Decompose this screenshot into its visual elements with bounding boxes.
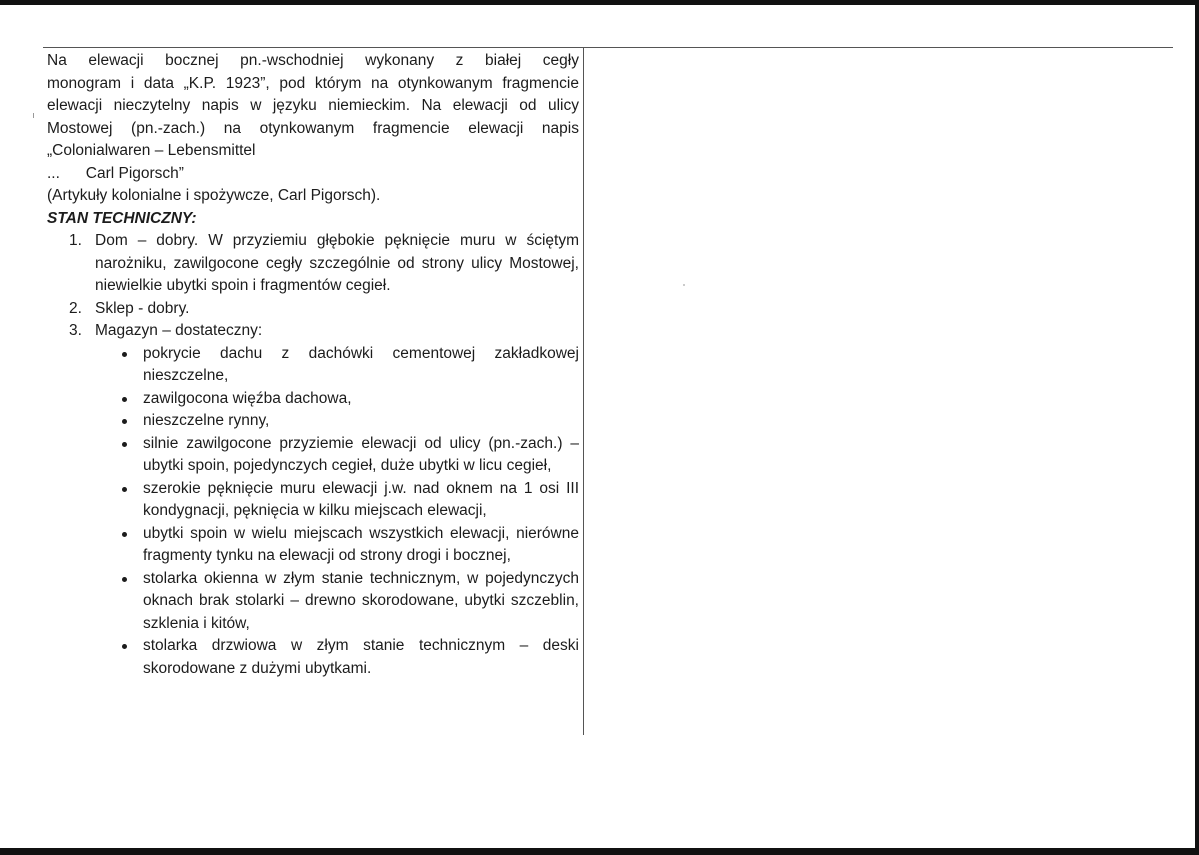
table-column-divider [583, 47, 584, 735]
list-item-text: pokrycie dachu z dachówki cementowej zakładkowej nieszczelne, [143, 344, 579, 384]
list-item-text: szerokie pęknięcie muru elewacji j.w. nad oknem na 1 osi III kondygnacji, pęknięcia w kilku miejscach elewacji, [143, 479, 579, 519]
bullet-icon [122, 487, 127, 492]
bullet-icon [122, 352, 127, 357]
defects-list [47, 343, 579, 681]
intro-line: Na elewacji bocznej pn.-wschodniej wykonany z białej cegły [47, 52, 579, 69]
scan-edge-top [0, 0, 1199, 5]
list-item [47, 568, 579, 636]
item-number: 1. [69, 232, 82, 249]
bullet-icon [122, 442, 127, 447]
intro-line: monogram i data „K.P. 1923”, pod którym na otynkowanym fragmencie [47, 74, 579, 92]
scan-speck [683, 284, 685, 286]
numbered-item [47, 320, 579, 343]
intro-paragraph [47, 50, 579, 208]
list-item [47, 343, 579, 388]
section-heading: STAN TECHNICZNY: [47, 209, 197, 227]
list-item-text: stolarka okienna w złym stanie technicznym, w pojedynczych oknach brak stolarki – drewno skorodowane, ubytki szczeblin, szklenia i kitów, [143, 569, 579, 632]
item-number: 3. [69, 322, 82, 339]
bullet-icon [122, 644, 127, 649]
list-item [47, 410, 579, 433]
scan-edge-right [1195, 0, 1199, 855]
item-text: Magazyn – dostateczny: [95, 322, 263, 339]
list-item-text: zawilgocona więźba dachowa, [143, 389, 352, 407]
intro-line: (Artykuły kolonialne i spożywcze, Carl Pigorsch). [47, 187, 381, 204]
list-item [47, 433, 579, 478]
list-item-text: nieszczelne rynny, [143, 412, 270, 429]
item-text: Dom – dobry. W przyziemiu głębokie pęknięcie muru w ściętym narożniku, zawilgocone cegły szczególnie od strony ulicy Mostowej, niewielkie ubytki spoin i fragmentów cegieł. [95, 232, 579, 294]
list-item [47, 523, 579, 568]
description-column [47, 50, 579, 680]
intro-line: Mostowej (pn.-zach.) na otynkowanym fragmencie elewacji napis [47, 119, 579, 137]
list-item-text: stolarka drzwiowa w złym stanie technicznym – deski skorodowane z dużymi ubytkami. [143, 637, 579, 677]
table-top-border [43, 47, 1173, 48]
scan-mark [33, 113, 34, 118]
list-item-text: silnie zawilgocone przyziemie elewacji od ulicy (pn.-zach.) – ubytki spoin, pojedynczych cegieł, duże ubytki w licu cegieł, [143, 434, 579, 474]
numbered-item [47, 298, 579, 321]
bullet-icon [122, 397, 127, 402]
numbered-item [47, 230, 579, 298]
bullet-icon [122, 577, 127, 582]
intro-line: elewacji nieczytelny napis w języku niemieckim. Na elewacji od ulicy [47, 97, 579, 114]
list-item [47, 635, 579, 680]
bullet-icon [122, 532, 127, 537]
item-text: Sklep - dobry. [95, 299, 190, 317]
list-item [47, 388, 579, 411]
list-item [47, 478, 579, 523]
intro-line: ... Carl Pigorsch” [47, 164, 184, 182]
bullet-icon [122, 419, 127, 424]
list-item-text: ubytki spoin w wielu miejscach wszystkich elewacji, nierówne fragmenty tynku na elewacji od strony drogi i bocznej, [143, 524, 579, 564]
item-number: 2. [69, 299, 82, 317]
intro-line: „Colonialwaren – Lebensmittel [47, 142, 256, 159]
scan-edge-bottom [0, 848, 1199, 855]
